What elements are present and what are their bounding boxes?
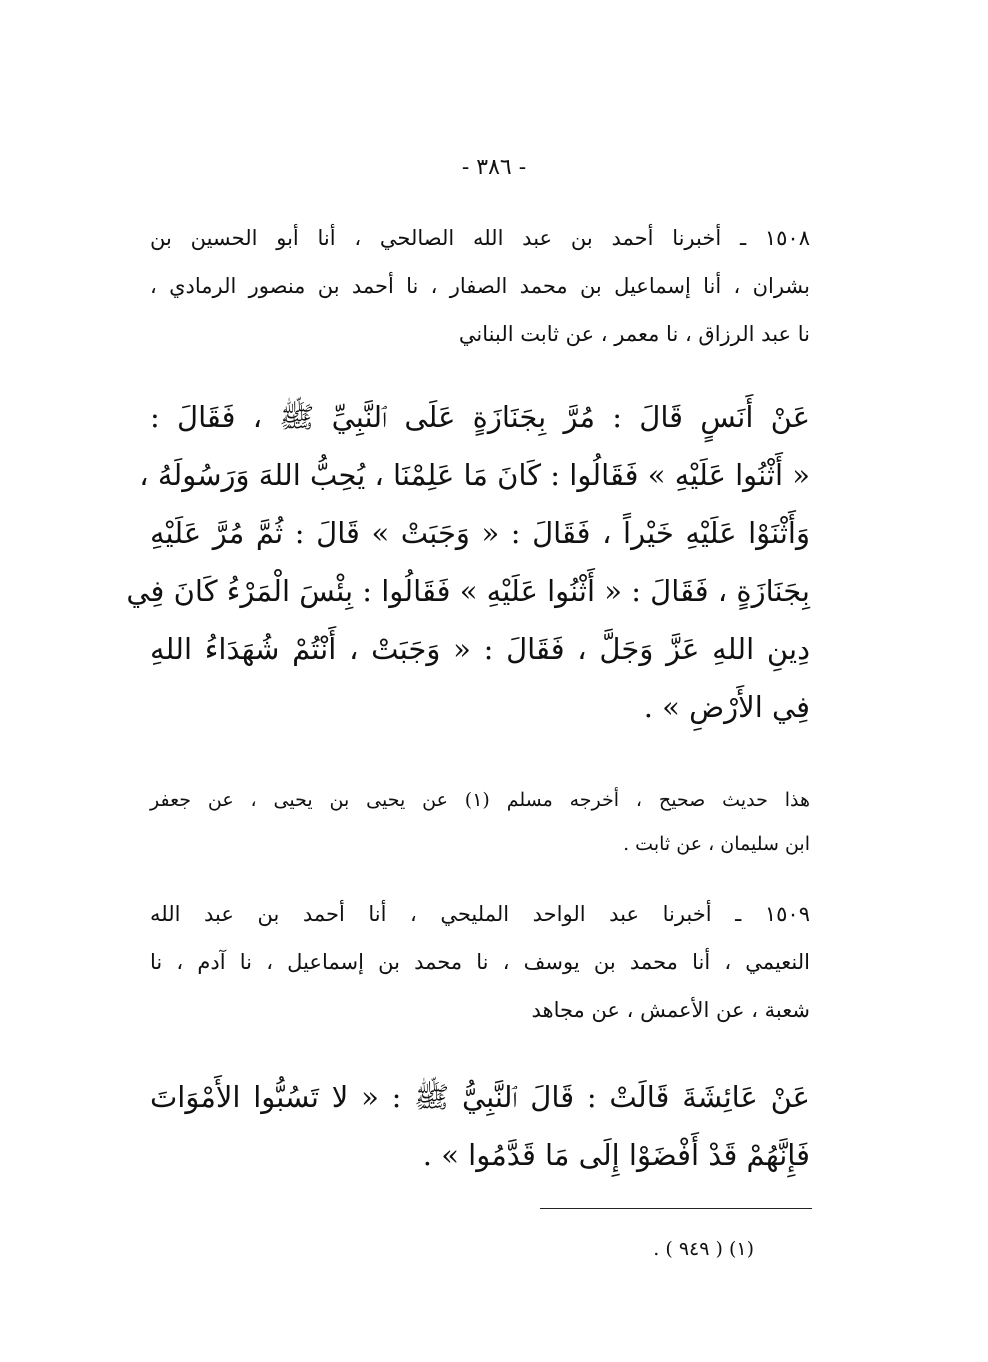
hadith-1509-text <box>150 1068 810 1184</box>
isnad-line: نا عبد الرزاق ، نا معمر ، عن ثابت البناني <box>458 322 810 346</box>
isnad-line: بشران ، أنا إسماعيل بن محمد الصفار ، نا أحمد بن منصور الرمادي ، <box>150 274 810 298</box>
hadith-line: دِينِ اللهِ عَزَّ وَجَلَّ ، فَقَالَ : « وَجَبَتْ ، أَنْتُمْ شُهَدَاءُ اللهِ <box>150 632 810 666</box>
takhrij-line: هذا حديث صحيح ، أخرجه مسلم (١) عن يحيى بن يحيى ، عن جعفر <box>150 789 810 811</box>
hadith-line: فَإِنَّهُمْ قَدْ أَفْضَوْا إِلَى مَا قَدَّمُوا » . <box>422 1138 810 1172</box>
hadith-line: عَنْ أَنَسٍ قَالَ : مُرَّ بِجَنَازَةٍ عَلَى ٱلنَّبِيِّ ﷺ ، فَقَالَ : <box>150 400 810 434</box>
hadith-line: « أَثْنُوا عَلَيْهِ » فَقَالُوا : كَانَ مَا عَلِمْنَا ، يُحِبُّ اللهَ وَرَسُولَهُ ، <box>139 458 810 492</box>
hadith-1508-isnad <box>150 214 810 358</box>
isnad-line: النعيمي ، أنا محمد بن يوسف ، نا محمد بن إسماعيل ، نا آدم ، نا <box>150 950 810 974</box>
isnad-line: شعبة ، عن الأعمش ، عن مجاهد <box>531 998 810 1022</box>
isnad-line: ١٥٠٨ ـ أخبرنا أحمد بن عبد الله الصالحي ، أنا أبو الحسين بن <box>150 226 810 250</box>
footnote-divider <box>540 1208 812 1209</box>
footnote: (١) ( ٩٤٩ ) . <box>653 1238 754 1260</box>
hadith-1509-isnad <box>150 890 810 1034</box>
hadith-line: فِي الأَرْضِ » . <box>643 690 810 724</box>
hadith-line: بِجَنَازَةٍ ، فَقَالَ : « أَثْنُوا عَلَيْهِ » فَقَالُوا : بِئْسَ الْمَرْءُ كَانَ فِي <box>126 574 810 608</box>
hadith-1508-takhrij <box>150 778 810 866</box>
page-number: - ٣٨٦ - <box>461 155 527 180</box>
hadith-1508-text <box>126 388 810 736</box>
takhrij-line: ابن سليمان ، عن ثابت . <box>623 833 810 855</box>
isnad-line: ١٥٠٩ ـ أخبرنا عبد الواحد المليحي ، أنا أحمد بن عبد الله <box>150 902 810 926</box>
hadith-line: عَنْ عَائِشَةَ قَالَتْ : قَالَ ٱلنَّبِيُّ ﷺ : « لا تَسُبُّوا الأَمْوَاتَ <box>150 1080 810 1114</box>
hadith-line: وَأَثْنَوْا عَلَيْهِ خَيْراً ، فَقَالَ : « وَجَبَتْ » قَالَ : ثُمَّ مُرَّ عَلَيْهِ <box>150 516 810 550</box>
